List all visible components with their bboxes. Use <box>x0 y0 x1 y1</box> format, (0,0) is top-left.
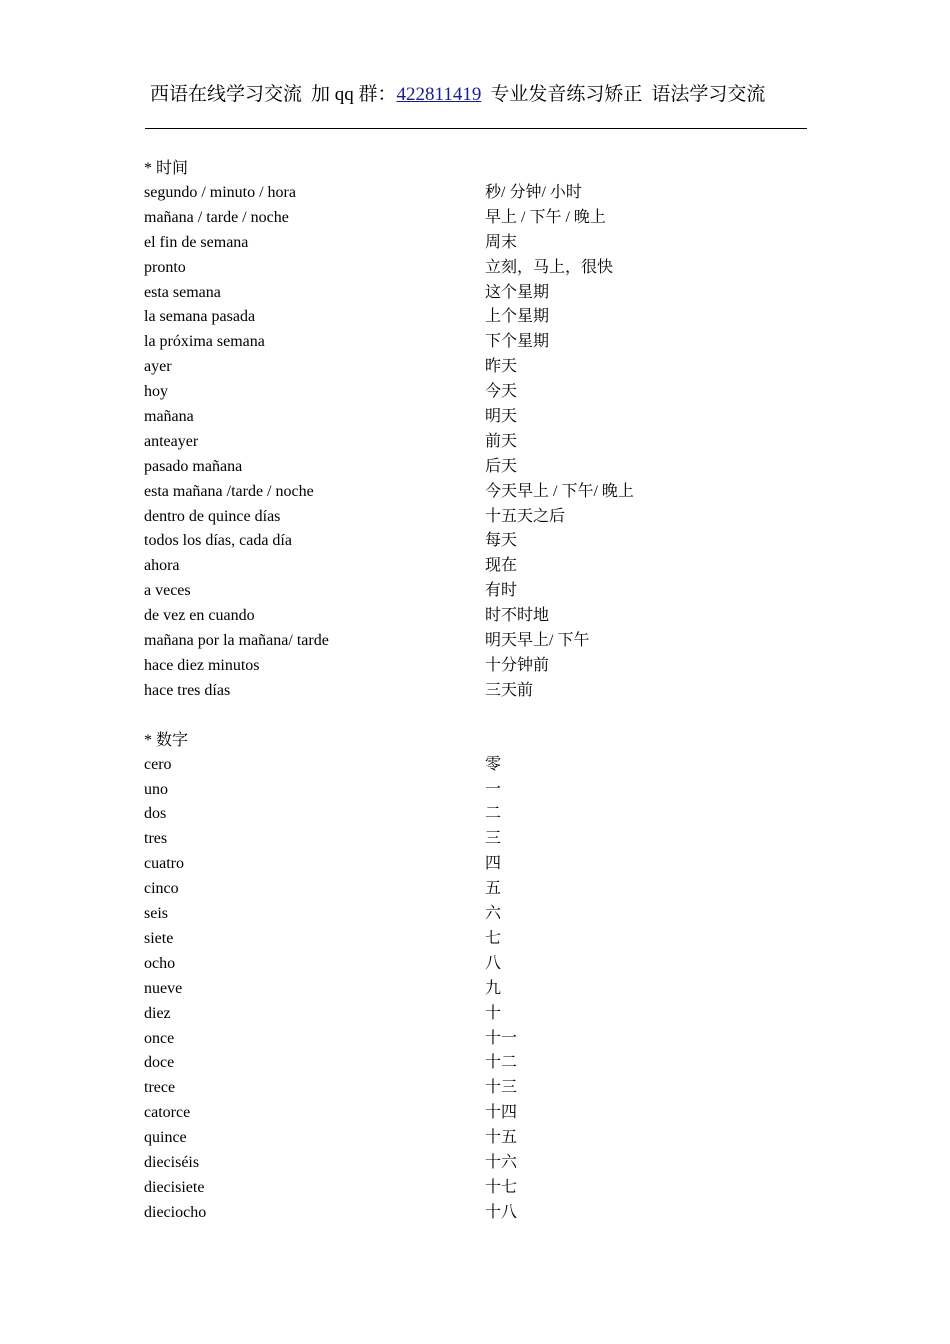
vocab-row <box>144 1027 804 1052</box>
chinese-translation: 明天早上/ 下午 <box>485 632 590 650</box>
vocab-row <box>144 1151 804 1176</box>
chinese-translation: 昨天 <box>485 358 518 376</box>
spanish-term: cinco <box>144 880 179 898</box>
spanish-term: hace diez minutos <box>144 656 260 674</box>
spanish-term: segundo / minuto / hora <box>144 184 296 201</box>
spanish-term: de vez en cuando <box>144 607 255 625</box>
chinese-translation: 今天早上 / 下午/ 晚上 <box>485 482 634 500</box>
chinese-translation: 十五 <box>485 1129 518 1147</box>
spanish-term: quince <box>144 1129 187 1147</box>
vocabulary-content <box>144 156 804 1226</box>
vocab-row <box>144 654 804 679</box>
vocab-row <box>144 827 804 852</box>
vocab-row <box>144 902 804 927</box>
chinese-translation: 今天 <box>485 383 518 401</box>
chinese-translation: 十分钟前 <box>485 656 550 674</box>
chinese-translation: 十七 <box>485 1178 518 1196</box>
spanish-term: pronto <box>144 258 186 276</box>
vocab-row <box>144 256 804 281</box>
chinese-translation: 每天 <box>485 532 518 550</box>
vocab-row <box>144 1101 804 1126</box>
spanish-term: seis <box>144 905 168 923</box>
chinese-translation: 周末 <box>485 233 518 251</box>
vocab-row <box>144 579 804 604</box>
chinese-translation: 零 <box>485 755 502 773</box>
spanish-term: esta mañana /tarde / noche <box>144 482 314 500</box>
spanish-term: catorce <box>144 1104 191 1122</box>
spanish-term: uno <box>144 780 168 798</box>
spanish-term: tres <box>144 830 168 848</box>
vocab-row <box>144 1051 804 1076</box>
vocab-row <box>144 679 804 704</box>
vocab-row <box>144 1176 804 1201</box>
chinese-translation: 十八 <box>485 1203 518 1221</box>
header-grammar: 语法学习交流 <box>651 84 766 105</box>
vocab-row <box>144 927 804 952</box>
section-title: * 数字 <box>144 731 189 749</box>
vocab-row <box>144 554 804 579</box>
chinese-translation: 有时 <box>485 582 518 600</box>
vocab-row <box>144 753 804 778</box>
header-pronunciation: 专业发音练习矫正 <box>490 84 643 105</box>
vocab-row <box>144 778 804 803</box>
chinese-translation: 十六 <box>485 1153 518 1171</box>
chinese-translation: 十二 <box>485 1054 518 1072</box>
chinese-translation: 四 <box>485 855 502 873</box>
vocab-row <box>144 281 804 306</box>
chinese-translation: 这个星期 <box>485 283 550 301</box>
vocab-row <box>144 1002 804 1027</box>
vocab-row <box>144 305 804 330</box>
spanish-term: ayer <box>144 358 172 376</box>
spanish-term: nueve <box>144 979 183 997</box>
vocab-row <box>144 480 804 505</box>
chinese-translation: 一 <box>485 780 502 798</box>
chinese-translation: 十三 <box>485 1079 518 1097</box>
chinese-translation: 十一 <box>485 1029 518 1047</box>
spanish-term: la próxima semana <box>144 333 265 351</box>
chinese-translation: 八 <box>485 954 502 972</box>
vocab-row <box>144 604 804 629</box>
chinese-translation: 十 <box>485 1004 502 1022</box>
spanish-term: la semana pasada <box>144 308 256 326</box>
vocab-row <box>144 977 804 1002</box>
spanish-term: hoy <box>144 383 168 401</box>
vocab-row <box>144 952 804 977</box>
chinese-translation: 时不时地 <box>485 607 550 625</box>
chinese-translation: 上个星期 <box>485 308 550 326</box>
spanish-term: todos los días, cada día <box>144 532 292 550</box>
spanish-term: cero <box>144 755 172 773</box>
spanish-term: mañana por la mañana/ tarde <box>144 632 329 650</box>
spanish-term: dieciséis <box>144 1153 200 1171</box>
vocab-row <box>144 852 804 877</box>
vocab-section <box>144 728 804 1226</box>
spanish-term: esta semana <box>144 283 221 301</box>
spanish-term: a veces <box>144 582 191 600</box>
vocab-row <box>144 405 804 430</box>
vocab-row <box>144 355 804 380</box>
spanish-term: mañana / tarde / noche <box>144 208 289 226</box>
spanish-term: cuatro <box>144 855 184 873</box>
chinese-translation: 明天 <box>485 408 518 426</box>
spanish-term: pasado mañana <box>144 457 243 475</box>
spanish-term: dieciocho <box>144 1203 207 1221</box>
vocab-row <box>144 430 804 455</box>
spanish-term: mañana <box>144 408 194 426</box>
vocab-row <box>144 1201 804 1226</box>
spanish-term: anteayer <box>144 432 199 450</box>
chinese-translation: 下个星期 <box>485 333 550 351</box>
spanish-term: el fin de semana <box>144 233 249 251</box>
vocab-row <box>144 629 804 654</box>
chinese-translation: 五 <box>485 880 502 898</box>
vocab-section <box>144 156 804 704</box>
chinese-translation: 前天 <box>485 432 518 450</box>
spanish-term: dos <box>144 805 167 823</box>
qq-group-link[interactable]: 422811419 <box>396 84 482 105</box>
vocab-row <box>144 505 804 530</box>
spanish-term: doce <box>144 1054 175 1072</box>
page-header <box>150 82 765 108</box>
spanish-term: trece <box>144 1079 176 1097</box>
vocab-row <box>144 330 804 355</box>
chinese-translation: 十四 <box>485 1104 518 1122</box>
header-divider <box>145 128 807 129</box>
spanish-term: ocho <box>144 954 176 972</box>
vocab-row <box>144 529 804 554</box>
chinese-translation: 九 <box>485 979 502 997</box>
vocab-row <box>144 1076 804 1101</box>
chinese-translation: 三 <box>485 830 502 848</box>
chinese-translation: 立刻，马上，很快 <box>485 258 614 276</box>
vocab-row <box>144 877 804 902</box>
chinese-translation: 现在 <box>485 557 518 575</box>
header-qq-label: 加 qq 群： <box>311 84 397 105</box>
vocab-row <box>144 181 804 206</box>
chinese-translation: 六 <box>485 905 502 923</box>
vocab-row <box>144 802 804 827</box>
spanish-term: diecisiete <box>144 1178 205 1196</box>
spanish-term: once <box>144 1029 175 1047</box>
chinese-translation: 后天 <box>485 457 518 475</box>
vocab-row <box>144 231 804 256</box>
spanish-term: dentro de quince días <box>144 507 281 525</box>
chinese-translation: 十五天之后 <box>485 507 566 525</box>
section-title: * 时间 <box>144 160 189 177</box>
chinese-translation: 三天前 <box>485 681 534 699</box>
vocab-row <box>144 1126 804 1151</box>
vocab-row <box>144 380 804 405</box>
spanish-term: siete <box>144 929 174 947</box>
chinese-translation: 七 <box>485 929 502 947</box>
chinese-translation: 秒/ 分钟/ 小时 <box>485 184 582 201</box>
chinese-translation: 早上 / 下午 / 晚上 <box>485 208 606 226</box>
spanish-term: hace tres días <box>144 681 231 699</box>
vocab-row <box>144 206 804 231</box>
spanish-term: ahora <box>144 557 180 575</box>
spanish-term: diez <box>144 1004 171 1022</box>
header-title: 西语在线学习交流 <box>150 84 303 105</box>
vocab-row <box>144 455 804 480</box>
chinese-translation: 二 <box>485 805 502 823</box>
